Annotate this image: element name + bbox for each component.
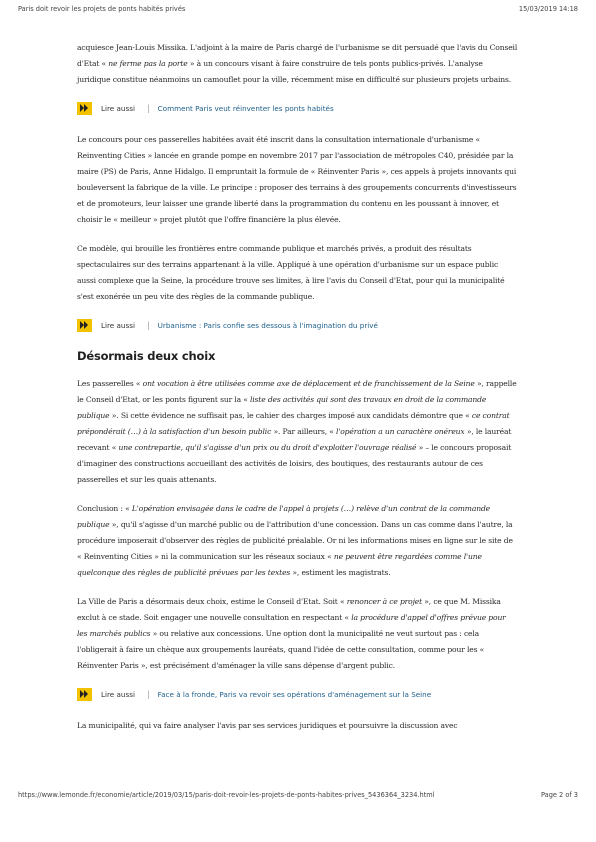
read-also-label: Lire aussi <box>101 689 135 699</box>
read-also-box <box>77 101 518 115</box>
read-also-box <box>77 318 518 332</box>
separator: | <box>146 320 150 330</box>
paragraph: Le concours pour ces passerelles habitées avait été inscrit dans la consultation internationale d'urbanisme « Reinventing Cities » lancée en grande pompe en novembre 2017 par l'association de métropoles C40, présidée par la maire (PS) de Paris, Anne Hidalgo. Il empruntait la formule de « Réinventer Paris », ces appels à projets innovants qui bouleversent la fabrique de la ville. Le principe : proposer des terrains à des groupements concurrents d'investisseurs et de promoteurs, leur laisser une grande liberté dans la programmation du contenu en les poussant à innover, et choisir le « meilleur » projet plutôt que l'offre financière la plus élevée. <box>77 135 517 224</box>
arrow-icon <box>77 102 92 115</box>
read-also-label: Lire aussi <box>101 103 135 113</box>
header-title: Paris doit revoir les projets de ponts habités privés <box>18 5 186 13</box>
paragraph: Conclusion : « L'opération envisagée dans le cadre de l'appel à projets (…) relève d'un contrat de la commande publique », qu'il s'agisse d'un marché public ou de l'attribution d'une concession. Dans un cas comme dans l'autre, la procédure imposerait d'observer des règles de publicité préalable. Or ni les informations mises en ligne sur le site de « Reinventing Cities » ni la communication sur les réseaux sociaux « ne peuvent être regardées comme l'une quelconque des règles de publicité prévues par les textes », estiment les magistrats. <box>77 504 513 577</box>
separator: | <box>146 689 150 699</box>
separator: | <box>146 103 150 113</box>
paragraph: Ce modèle, qui brouille les frontières entre commande publique et marchés privés, a produit des résultats spectaculaires sur des terrains appartenant à la ville. Appliqué à une opération d'urbanisme sur un espace public aussi complexe que la Seine, la procédure trouve ses limites, à lire l'avis du Conseil d'Etat, pour qui la municipalité s'est exonérée un peu vite des règles de la commande publique. <box>77 244 505 301</box>
footer-url: https://www.lemonde.fr/economie/article/2019/03/15/paris-doit-revoir-les-projets-de-ponts-habites-prives_5436364_3234.html <box>18 791 435 799</box>
read-also-link[interactable]: Comment Paris veut réinventer les ponts habités <box>157 103 334 113</box>
paragraph: Les passerelles « ont vocation à être utilisées comme axe de déplacement et de franchissement de la Seine », rappelle le Conseil d'Etat, or les ponts figurent sur la « liste des activités qui sont des travaux en droit de la commande publique ». Si cette évidence ne suffisait pas, le cahier des charges imposé aux candidats démontre que « ce contrat prépondérait (…) à la satisfaction d'un besoin public ». Par ailleurs, « l'opération a un caractère onéreux », le lauréat recevant « une contrepartie, qu'il s'agisse d'un prix ou du droit d'exploiter l'ouvrage réalisé » – le concours proposait d'imaginer des constructions accueillant des activités de loisirs, des boutiques, des restaurants autour de ces passerelles et sur les quais attenants. <box>77 379 517 484</box>
read-also-link[interactable]: Urbanisme : Paris confie ses dessous à l'imagination du privé <box>157 320 378 330</box>
article-body <box>77 40 518 747</box>
read-also-label: Lire aussi <box>101 320 135 330</box>
arrow-icon <box>77 319 92 332</box>
paragraph: acquiesce Jean-Louis Missika. L'adjoint à la maire de Paris chargé de l'urbanisme se dit persuadé que l'avis du Conseil d'Etat « ne ferme pas la porte » à un concours visant à faire construire de tels ponts publics-privés. L'analyse juridique constitue néanmoins un camouflet pour la ville, récemment mise en difficulté sur plusieurs projets urbains. <box>77 43 518 84</box>
paragraph: La municipalité, qui va faire analyser l'avis par ses services juridiques et poursuivre la discussion avec <box>77 721 458 730</box>
header-datetime: 15/03/2019 14:18 <box>518 5 578 13</box>
paragraph: La Ville de Paris a désormais deux choix, estime le Conseil d'Etat. Soit « renoncer à ce projet », ce que M. Missika exclut à ce stade. Soit engager une nouvelle consultation en respectant « la procédure d'appel d'offres prévue pour les marchés publics » ou relative aux concessions. Une option dont la municipalité ne veut surtout pas : cela l'obligerait à faire un chèque aux groupements lauréats, quand l'idée de cette consultation, comme pour les « Réinventer Paris », est précisément d'aménager la ville sans dépense d'argent public. <box>77 597 506 670</box>
section-heading: Désormais deux choix <box>77 349 216 363</box>
read-also-box <box>77 687 518 701</box>
page-number: Page 2 of 3 <box>541 791 578 799</box>
arrow-icon <box>77 688 92 701</box>
read-also-link[interactable]: Face à la fronde, Paris va revoir ses opérations d'aménagement sur la Seine <box>157 689 432 699</box>
